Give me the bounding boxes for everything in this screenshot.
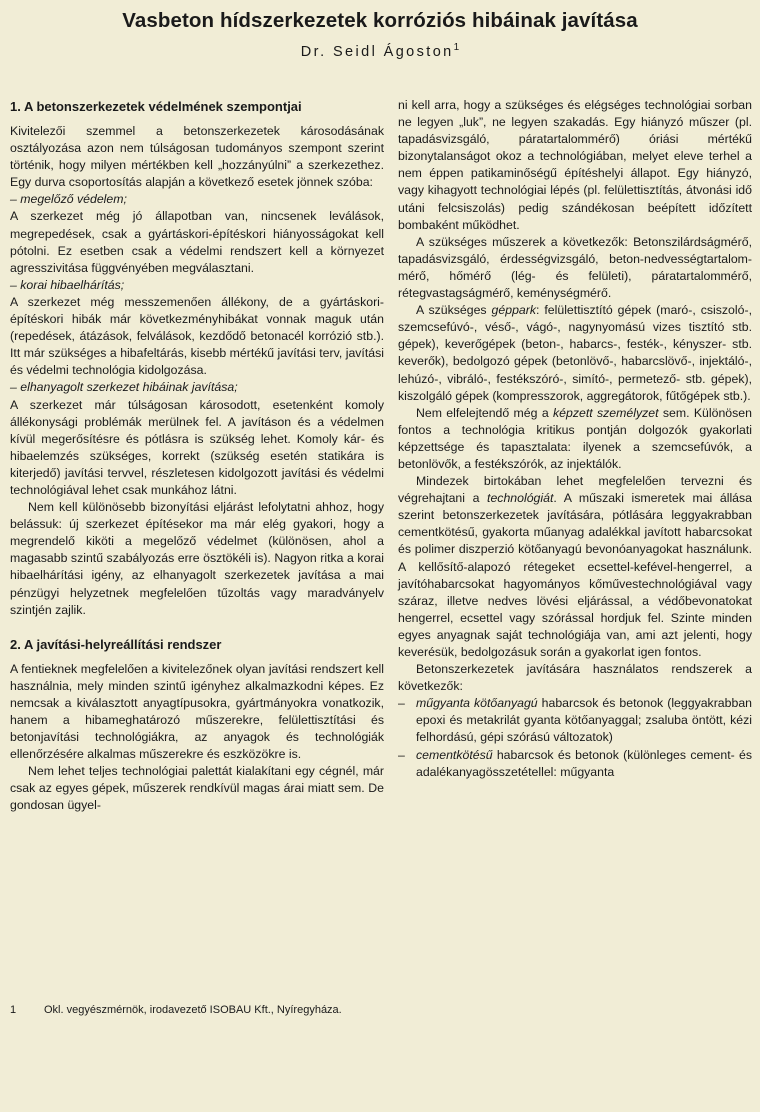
list-item: – műgyanta kötőanyagú habarcsok és betonok (leggyakrabban epoxi és metakrilát gyanta kötőanyaggal; zsaluba öntött, kézi felhordású, gépi szórású változatok) xyxy=(398,696,752,745)
right-paragraph-3: A szükséges géppark: felülettisztító gépek (maró-, csiszoló-, szemcsefúvó-, véső-, vágó-, nagynyomású vizes tisztító stb. gépek), keverőgépek (beton-, habarcs-, festék-, kényszer- stb. keverők), bedolgozó gépek (betonlövő-, habarcslövő-, injektáló-, lehúzó-, vibráló-, festékszóró-, simító-, permetező- stb. gépek), kiszolgáló gépek (kompresszorok, aggregátorok, fűtőgépek stb.). xyxy=(398,303,752,403)
right-paragraph-5: Mindezek birtokában lehet megfelelően tervezni és végrehajtani a technológiát. A műszaki ismeretek mai állása szerint betonszerkezetek javítására, pótlására leggyakrabban cementkötésű, gyakorta műanyag adalékkal javított habarcsokat és polimer diszperzió kötőanyagú bevonóanyagokat használunk. A kellősítő-alapozó rétegeket ecsettel-kefével-hengerrel, a javítóhabarcsokat hagyományos kőművestechnológiával vagy száraz, illetve nedves lövési eljárással, a védőbevonatokat hengerrel, ecsettel vagy szórással hordjuk fel. Szinte minden egyes anyagnak saját technológiája van, ami azt jelenti, hogy keverésük, bedolgozásuk során a gyakorlat igen fontos. xyxy=(398,474,752,659)
section-2-paragraph-2: Nem lehet teljes technológiai palettát kialakítani egy cégnél, már csak az egyes gépek, műszerek rendkívül magas árai miatt sem. De gondosan ügyel- xyxy=(10,764,384,813)
item-1-label: – megelőző védelem; xyxy=(10,192,127,207)
section-1-intro: Kivitelezői szemmel a betonszerkezetek károsodásának osztályozása azon nem túlságosan tudományos szempont szerint történik, hogy milyen mértékben kell „hozzányúlni” a szerkezethez. Egy durva csoportosítás alapján a következő esetek jönnek szóba: xyxy=(10,124,384,190)
item-3-label: – elhanyagolt szerkezet hibáinak javítása; xyxy=(10,380,238,395)
list-item: – cementkötésű habarcsok és betonok (különleges cement- és adalékanyagösszetétellel: műgyanta xyxy=(398,747,752,779)
section-1-heading: 1. A betonszerkezetek védelmének szempontjai xyxy=(10,99,302,114)
author-name: Dr. Seidl Ágoston xyxy=(300,43,454,60)
footnote xyxy=(10,1003,384,1018)
right-paragraph-4: Nem elfelejtendő még a képzett személyzet sem. Különösen fontos a technológia kritikus pontján dolgozók gyakorlati képzettsége és tapasztalata: ilyenek a szemcsefúvók, a betonlövők, a festékszórók, az injektálók. xyxy=(398,405,752,471)
section-2-paragraph-1: A fentieknek megfelelően a kivitelezőnek olyan javítási rendszert kell használnia, mely minden szintű igényhez alkalmazkodni képes. Ez nemcsak a kiválasztott anyagtípusokra, gyártmányokra vonatkozik, hanem a hibameghatározó műszerekre, felülettisztítási és betonjavítási technológiákra, az anyagok és technológiák ellenőrzésére alkalmas műszerekre és eszközökre is. xyxy=(10,661,384,762)
right-paragraph-1: ni kell arra, hogy a szükséges és elégséges technológiai sorban ne legyen „luk”, ne legyen szakadás. Egy hiányzó műszer (pl. tapadásvizsgáló, páratartalommérő) óriási mértékű bizonytalanságot okoz a technológiában, melyet eleve terhel a nem éppen patikaminőségű építéshelyi állapot. Egy hiányzó, vagy kihagyott technológiai lépés (pl. felülettisztítás, átvonási idő utáni felcsiszolás) pedig szándékosan beépített időzített bombaként működhet. xyxy=(398,98,752,232)
article-title: Vasbeton hídszerkezetek korróziós hibáinak javítása xyxy=(122,9,638,32)
section-1-paragraph-2: Nem kell különösebb bizonyítási eljárást lefolytatni ahhoz, hogy belássuk: új szerkezet építésekor ma már elég gyakori, hogy a megrendelő kiköti a megelőző védelmet (különösen, ahol a magasabb szintű szabályozás erre ösztökéli is). Nagyon ritka a korai hibaelhárítási igény, az elhanyagolt szerkezetek javítása a mai pénzügyi helyzetnek megfelelően tűzoltás vagy maradványelv szintjén zajlik. xyxy=(10,500,384,617)
item-2-label: – korai hibaelhárítás; xyxy=(10,277,125,292)
item-1-text: A szerkezet még jó állapotban van, nincsenek leválások, megrepedések, csak a gyártáskori-építéskori hiányosságokat kell pótolni. Ez esetben csak a védelmi rendszert kell a környezet agresszivitása függvényében megválasztani. xyxy=(10,209,384,275)
author-footnote-marker: 1 xyxy=(453,42,460,53)
item-3-text: A szerkezet már túlságosan károsodott, esetenként komoly állékonysági problémák merülnek fel. A javításon és a védelmen kívül megerősítésre és pótlásra is szükség lehet. Komoly kár- és hibaelemzés szükséges, korrekt (szükség esetén statikára is kiterjedő) javítási tervvel, részletesen kidolgozott javítási és védelmi technológiával lehet csak munkához látni. xyxy=(10,397,384,497)
right-paragraph-6: Betonszerkezetek javítására használatos rendszerek a következők: xyxy=(398,662,752,694)
footnote-number: 1 xyxy=(10,1004,17,1016)
item-2-text: A szerkezet még messzemenően állékony, de a gyártáskori-építéskori hibák már következményhibákat vonnak maguk után (repedések, átázások, felválások, kezdődő betonacél korrózió stb.). Itt már szükséges a hibafeltárás, kisebb mértékű javítási terv, javítási és védelmi technológia kidolgozása. xyxy=(10,294,384,378)
article-author xyxy=(0,38,760,62)
section-2-heading: 2. A javítási-helyreállítási rendszer xyxy=(10,636,222,652)
article-header xyxy=(0,6,760,62)
right-paragraph-2: A szükséges műszerek a következők: Betonszilárdságmérő, tapadásvizsgáló, érdességvizsgáló, beton-nedvességtartalom-mérő, hőmérő (lég- és felületi), páratartalommérő, rétegvastagságmérő, keménységmérő. xyxy=(398,234,752,301)
left-column xyxy=(10,98,384,815)
systems-list xyxy=(398,695,752,780)
right-column xyxy=(398,97,752,781)
footnote-text: Okl. vegyészmérnök, irodavezető ISOBAU Kft., Nyíregyháza. xyxy=(44,1004,342,1016)
